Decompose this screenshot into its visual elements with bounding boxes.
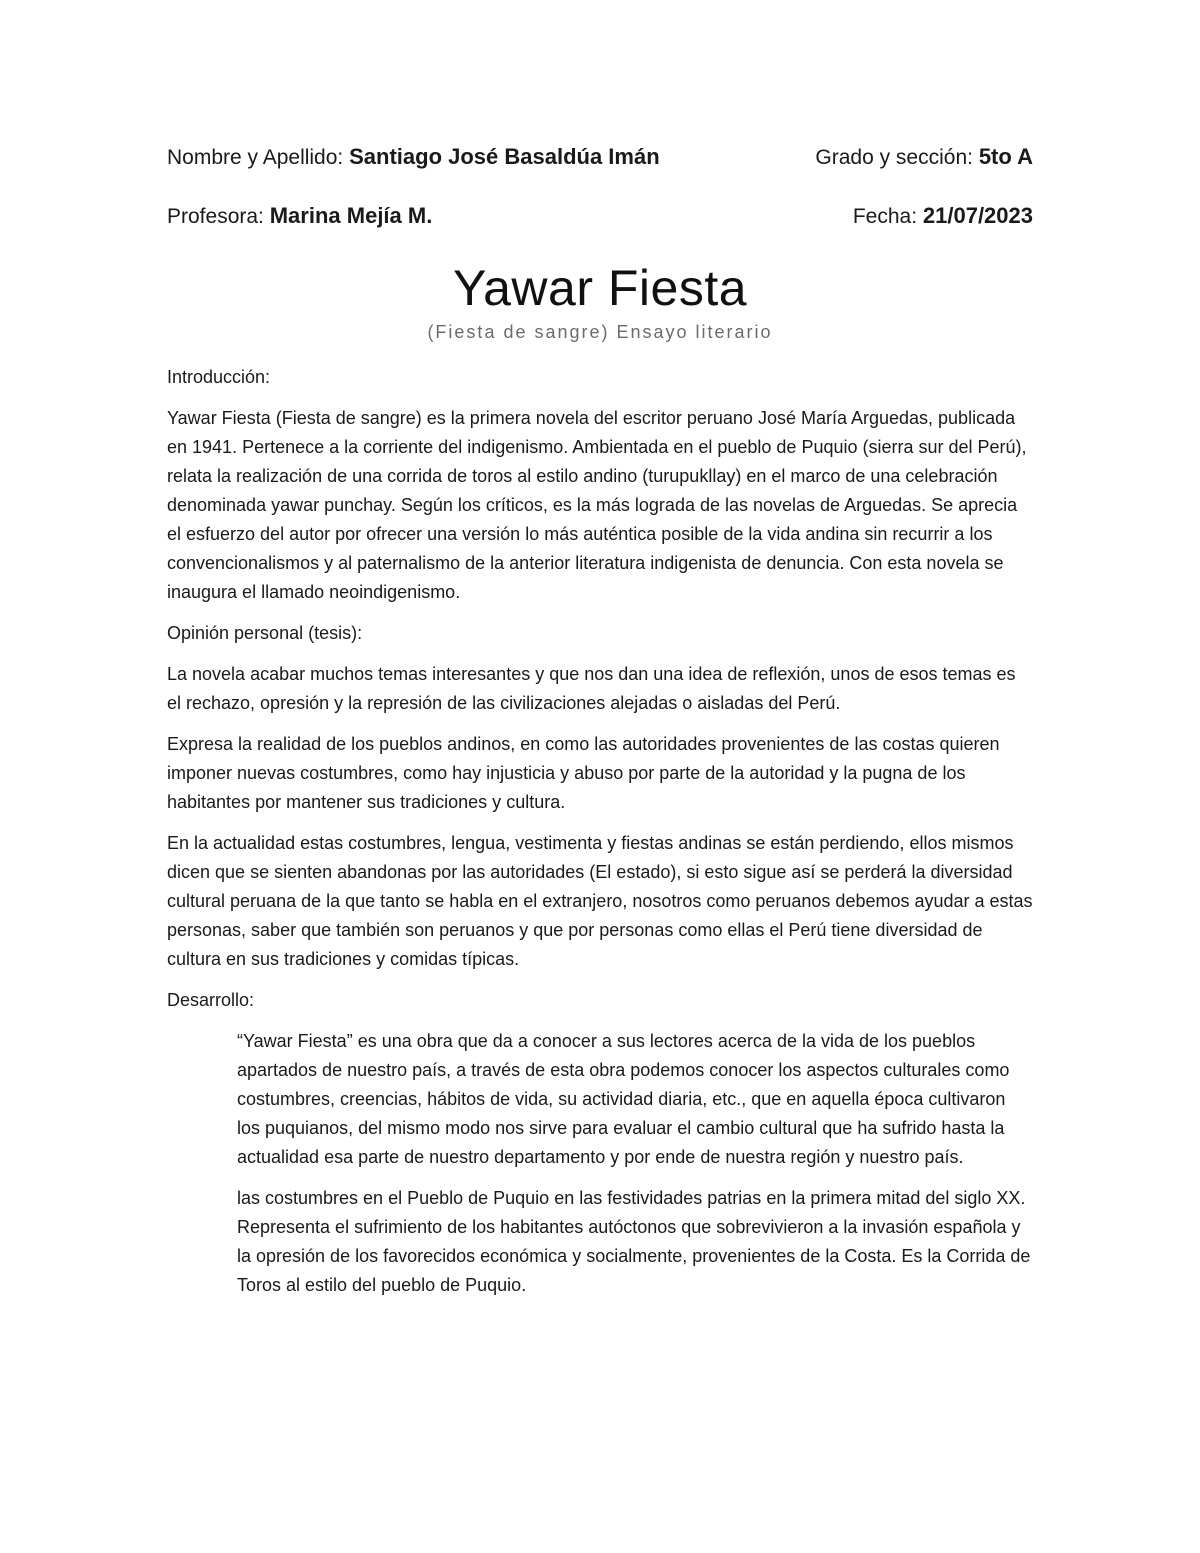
introduction-heading: Introducción: — [167, 367, 271, 387]
document-page — [167, 140, 1033, 1312]
header-row-teacher — [167, 199, 1033, 234]
opinion-paragraph-1: La novela acabar muchos temas interesantes y que nos dan una idea de reflexión, unos de esos temas es el rechazo, opresión y la represión de las civilizaciones alejadas o aisladas del Perú. — [167, 664, 1016, 713]
opinion-paragraph-2: Expresa la realidad de los pueblos andinos, en como las autoridades provenientes de las costas quieren imponer nuevas costumbres, como hay injusticia y abuso por parte de la autoridad y la pugna de los habitantes por mantener sus tradiciones y cultura. — [167, 734, 1000, 812]
introduction-paragraph: Yawar Fiesta (Fiesta de sangre) es la primera novela del escritor peruano José María Arguedas, publicada en 1941. Pertenece a la corriente del indigenismo. Ambientada en el pueblo de Puquio (sierra sur del Perú), relata la realización de una corrida de toros al estilo andino (turupukllay) en el marco de una celebración denominada yawar punchay. Según los críticos, es la más lograda de las novelas de Arguedas. Se aprecia el esfuerzo del autor por ofrecer una versión lo más auténtica posible de la vida andina sin recurrir a los convencionalismos y al paternalismo de la anterior literatura indigenista de denuncia. Con esta novela se inaugura el llamado neoindigenismo. — [167, 408, 1027, 602]
header-row-student — [167, 140, 1033, 175]
teacher-value: Marina Mejía M. — [269, 203, 433, 228]
date-value: 21/07/2023 — [922, 203, 1033, 228]
development-heading: Desarrollo: — [167, 990, 255, 1010]
development-paragraph-1: “Yawar Fiesta” es una obra que da a conocer a sus lectores acerca de la vida de los pueblos apartados de nuestro país, a través de esta obra podemos conocer los aspectos culturales como costumbres, creencias, hábitos de vida, su actividad diaria, etc., que en aquella época cultivaron los puquianos, del mismo modo nos sirve para evaluar el cambio cultural que ha sufrido hasta la actualidad esa parte de nuestro departamento y por ende de nuestra región y nuestro país. — [237, 1031, 1010, 1167]
teacher-label: Profesora: — [167, 205, 264, 228]
development-paragraph-2: las costumbres en el Pueblo de Puquio en las festividades patrias en la primera mitad del siglo XX. Representa el sufrimiento de los habitantes autóctonos que sobrevivieron a la invasión española y la opresión de los favorecidos económica y socialmente, provenientes de la Costa. Es la Corrida de Toros al estilo del pueblo de Puquio. — [237, 1188, 1031, 1295]
date-field — [853, 199, 1033, 234]
teacher-field — [167, 199, 432, 234]
student-name-field — [167, 140, 660, 175]
opinion-paragraph-3: En la actualidad estas costumbres, lengua, vestimenta y fiestas andinas se están perdiendo, ellos mismos dicen que se sienten abandonas por las autoridades (El estado), si esto sigue así se perderá la diversidad cultural peruana de la que tanto se habla en el extranjero, nosotros como peruanos debemos ayudar a estas personas, saber que también son peruanos y que por personas como ellas el Perú tiene diversidad de cultura en sus tradiciones y comidas típicas. — [167, 833, 1033, 969]
document-title: Yawar Fiesta — [452, 260, 748, 316]
development-body — [167, 1027, 1033, 1300]
student-name-value: Santiago José Basaldúa Imán — [349, 144, 660, 169]
grade-value: 5to A — [978, 144, 1033, 169]
opinion-heading: Opinión personal (tesis): — [167, 623, 363, 643]
grade-field — [815, 140, 1033, 175]
grade-label: Grado y sección: — [815, 146, 973, 169]
date-label: Fecha: — [852, 205, 918, 228]
student-name-label: Nombre y Apellido: — [167, 146, 344, 169]
document-subtitle: (Fiesta de sangre) Ensayo literario — [427, 322, 773, 342]
